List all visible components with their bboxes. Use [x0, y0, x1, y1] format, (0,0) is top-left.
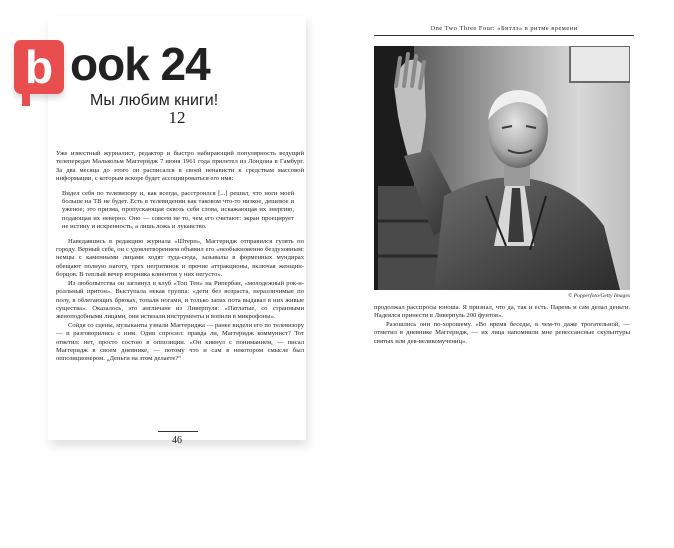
block-quote: Видел себя по телевизору и, как всегда, расстроился [...] решил, что ноги моей больше на ТВ не будет. Есть в телевидении как таковом что-то низкое, дешевое и уженое; это призма, пропускающая сквозь себя слова, искажающая их энергию, подающая их неверно. Оно — совсем не то, чем его считают: экран проецирует не истину и искренность, а лишь ложь и лукавство.	[62, 189, 294, 231]
right-page-body	[374, 304, 630, 346]
paragraph: Из любопытства он заглянул в клуб «Топ Тен» на Рипербан, «молодежный рок-н-ролльный притон». Выступала некая группа: «дети без возраста, неразличимые по полу, в облегающих брюках, топали ногами, и только запах пота выдавал в них живые существа». Оказалось, это англичане из Ливерпуля: «Патлатые, со странными женоподобными лицами, они истязали инструменты и вопили в микрофоны».	[56, 279, 304, 321]
right-page	[368, 16, 634, 440]
footer-rule	[158, 431, 198, 432]
photo-credit: © Popperfoto/Getty Images	[567, 293, 630, 299]
chapter-number: 12	[168, 108, 186, 127]
portrait-photo	[374, 46, 630, 290]
portrait-photo-illustration	[374, 46, 630, 290]
page-number: 46	[172, 435, 182, 446]
logo-wordmark: ook 24	[70, 38, 210, 90]
logo-tagline: Мы любим книги!	[90, 92, 219, 109]
paragraph: Наведавшись в редакцию журнала «Штерн», Маггеридж отправился гулять по городу. Верный себе, он с удовлетворением объявил его «необыкновенно бездуховным: немцы с каменными лицами ходят туда-сюда, зазывалы в форменных мундирах обещают полную наготу, трех негритянок и прочие аттракционы, включая женщин-борцов. В теплый вечер вторника клиентов у них негусто».	[56, 237, 304, 279]
left-page-body	[56, 150, 304, 364]
header-rule	[374, 35, 634, 36]
logo-mark: b	[14, 40, 64, 94]
paragraph: Разошлись они по-хорошему. «Во время беседы, в чем-то даже трогательной, — отметил в дневнике Маггеридж, — их лица напомнили мне ренессансные скульптуры святых или дев-великомучениц».	[374, 320, 630, 345]
running-header: One Two Three Four: «Битлз» в ритме времени	[430, 25, 578, 32]
paragraph: продолжал расспросы юноша. Я признал, что да, так и есть. Парень и сам делал деньги. Надеялся принести в Ливерпуль 200 фунтов».	[374, 304, 630, 320]
book24-logo[interactable]	[14, 40, 234, 120]
paragraph: Сойдя со сцены, музыканты узнали Маггериджа — ранее видели его по телевизору — и разговорились с ним. Один спросил: правда ли, Маггеридж коммунист? Тот ответил: нет, просто состою в оппозиции. «Он кивнул с пониманием, — писал Маггеридж в своем дневнике, — потому что и сам в некотором смысле был оппозиционером. „Деньги на этом делаете?“	[56, 321, 304, 363]
paragraph: Уже известный журналист, редактор и быстро набирающий популярность ведущий телепередач Малькольм Маггеридж 7 июня 1961 года прилетел из Лондона в Гамбург. За два месяца до этого он расписался в своей ненависти к средствам массовой информации, с которым вскоре будет ассоциироваться его имя:	[56, 150, 304, 183]
bookmark-icon	[22, 94, 30, 106]
